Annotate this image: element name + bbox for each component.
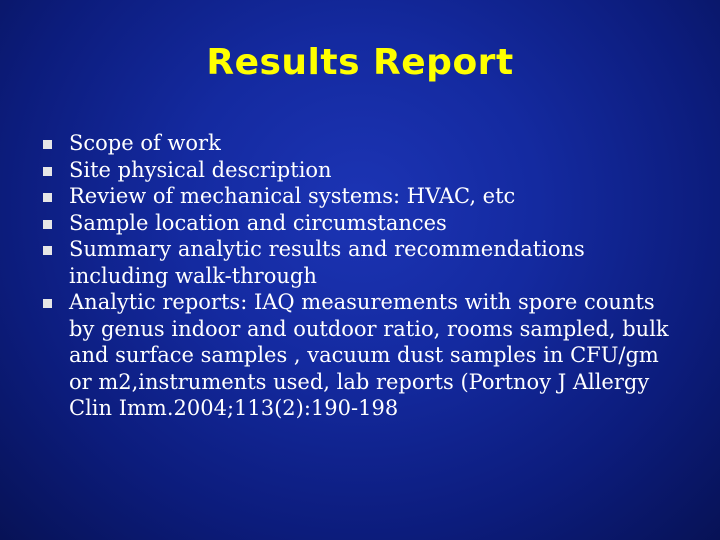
square-bullet-icon — [43, 193, 52, 202]
square-bullet-icon — [43, 167, 52, 176]
bullet-item-summary-results — [43, 236, 683, 289]
bullet-item-site-description — [43, 157, 683, 184]
square-bullet-icon — [43, 299, 52, 308]
bullet-text: Scope of work — [69, 131, 221, 155]
bullet-text: Summary analytic results and recommendations including walk-through — [69, 237, 585, 288]
square-bullet-icon — [43, 140, 52, 149]
bullet-item-sample-location — [43, 210, 683, 237]
square-bullet-icon — [43, 220, 52, 229]
slide-title: Results Report — [206, 42, 514, 83]
bullet-text: Analytic reports: IAQ measurements with spore counts by genus indoor and outdoor ratio, rooms sampled, bulk and surface samples , vacuum dust samples in CFU/gm or m2,instruments used, lab reports (Portnoy J Allergy Clin Imm.2004;113(2):190-198 — [69, 290, 669, 420]
bullet-item-analytic-reports — [43, 289, 683, 422]
square-bullet-icon — [43, 246, 52, 255]
bullet-item-mechanical-review — [43, 183, 683, 210]
bullet-list — [43, 130, 683, 422]
bullet-item-scope — [43, 130, 683, 157]
bullet-text: Site physical description — [69, 157, 332, 182]
bullet-text: Sample location and circumstances — [69, 210, 447, 235]
bullet-text: Review of mechanical systems: HVAC, etc — [69, 184, 516, 208]
